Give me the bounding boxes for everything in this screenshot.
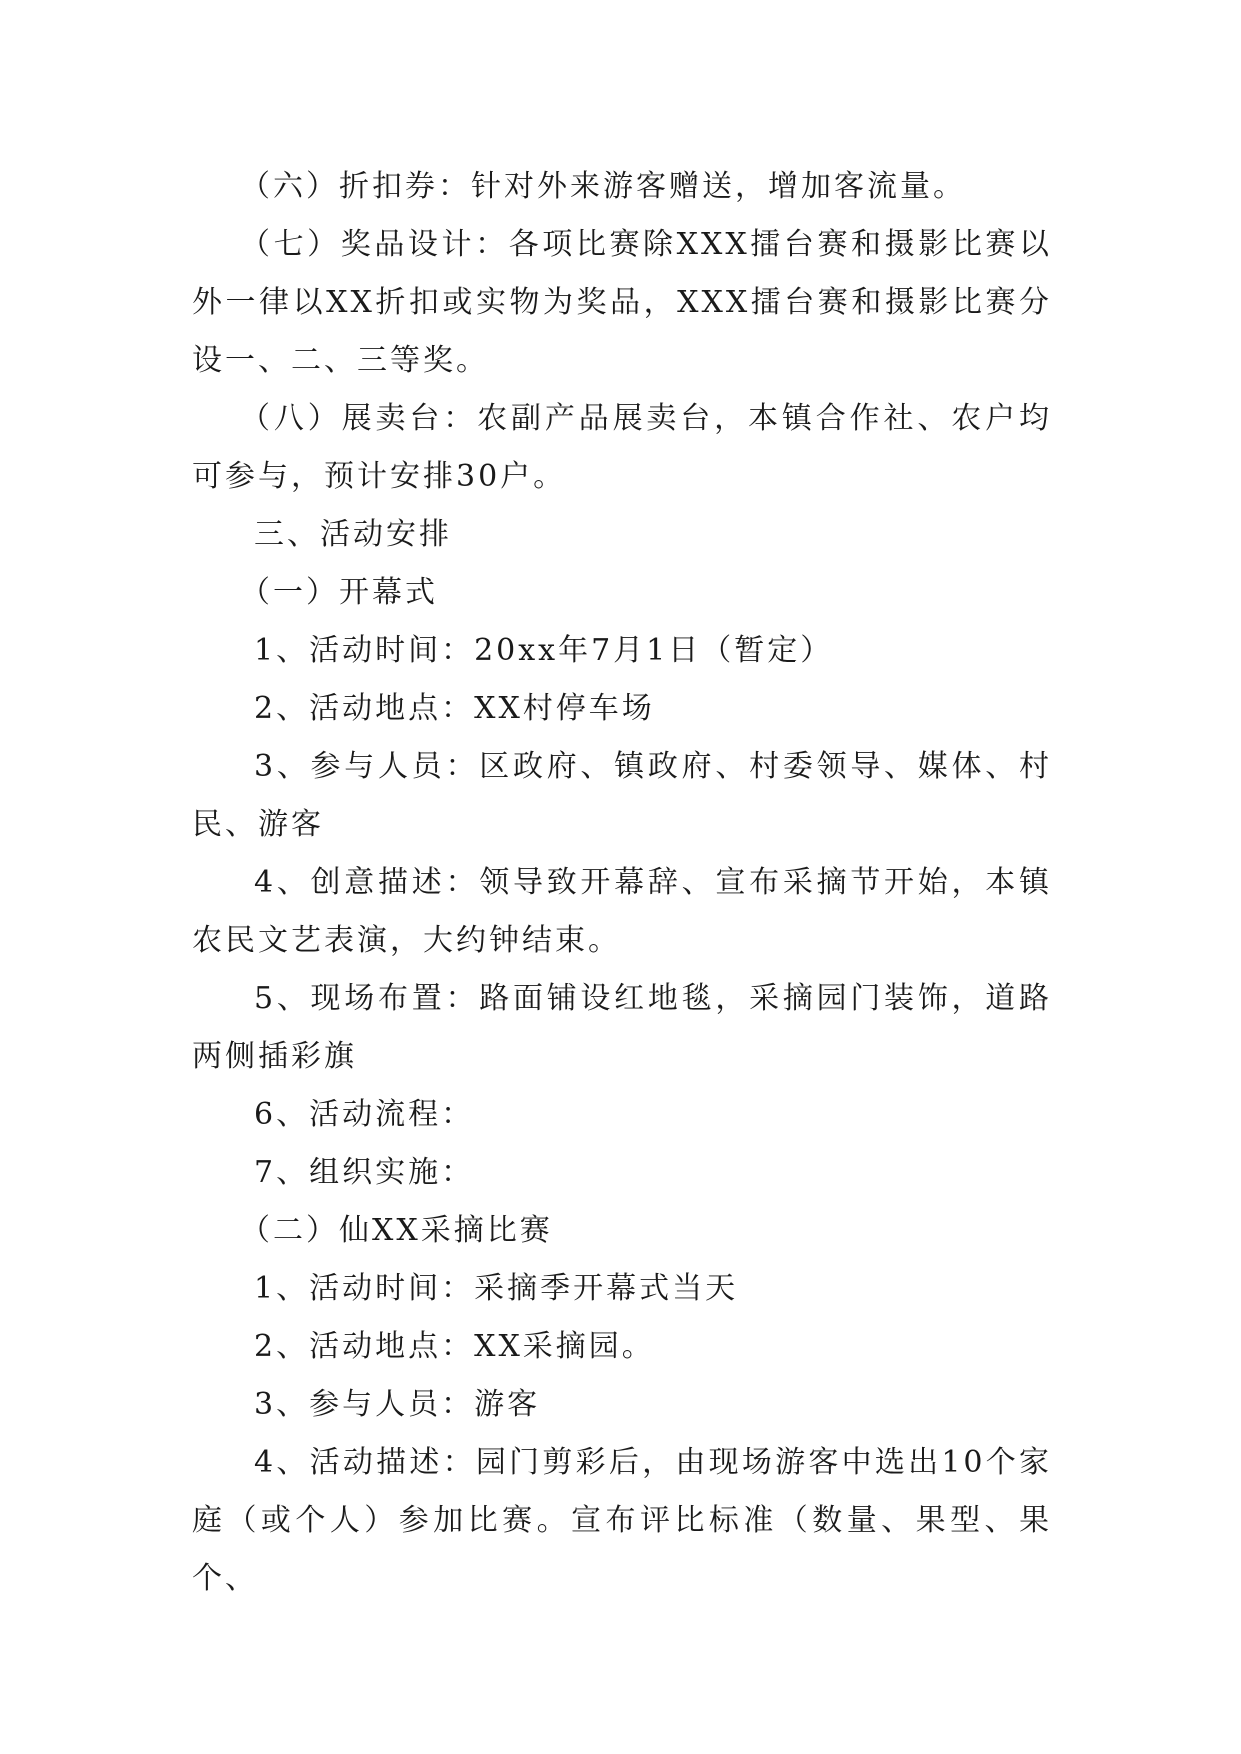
paragraph-opening-process: 6、活动流程： xyxy=(254,1097,475,1132)
document-body xyxy=(192,158,1052,1608)
paragraph-opening-setup: 5、现场布置：路面铺设红地毯，采摘园门装饰，道路两侧插彩旗 xyxy=(192,981,1052,1074)
paragraph-opening-time: 1、活动时间：20xx年7月1日（暂定） xyxy=(254,633,834,668)
subsection-heading-opening-ceremony: （一）开幕式 xyxy=(240,575,438,610)
paragraph-discount-coupon: （六）折扣券：针对外来游客赠送，增加客流量。 xyxy=(240,169,966,204)
paragraph-sales-booth: （八）展卖台：农副产品展卖台，本镇合作社、农户均可参与，预计安排30户。 xyxy=(192,401,1052,494)
paragraph-contest-description: 4、活动描述：园门剪彩后，由现场游客中选出10个家庭（或个人）参加比赛。宣布评比标准（数量、果型、果个、 xyxy=(192,1445,1052,1596)
paragraph-contest-time: 1、活动时间：采摘季开幕式当天 xyxy=(254,1271,739,1306)
paragraph-opening-participants: 3、参与人员：区政府、镇政府、村委领导、媒体、村民、游客 xyxy=(192,749,1052,842)
paragraph-prize-design: （七）奖品设计：各项比赛除XXX擂台赛和摄影比赛以外一律以XX折扣或实物为奖品，XXX擂台赛和摄影比赛分设一、二、三等奖。 xyxy=(192,227,1052,378)
paragraph-opening-organization: 7、组织实施： xyxy=(254,1155,475,1190)
section-heading-activity-arrangement: 三、活动安排 xyxy=(254,517,452,552)
paragraph-opening-description: 4、创意描述：领导致开幕辞、宣布采摘节开始，本镇农民文艺表演，大约钟结束。 xyxy=(192,865,1052,958)
subsection-heading-picking-contest: （二）仙XX采摘比赛 xyxy=(240,1213,553,1248)
paragraph-contest-participants: 3、参与人员：游客 xyxy=(254,1387,541,1422)
paragraph-opening-location: 2、活动地点：XX村停车场 xyxy=(254,691,655,726)
paragraph-contest-location: 2、活动地点：XX采摘园。 xyxy=(254,1329,655,1364)
